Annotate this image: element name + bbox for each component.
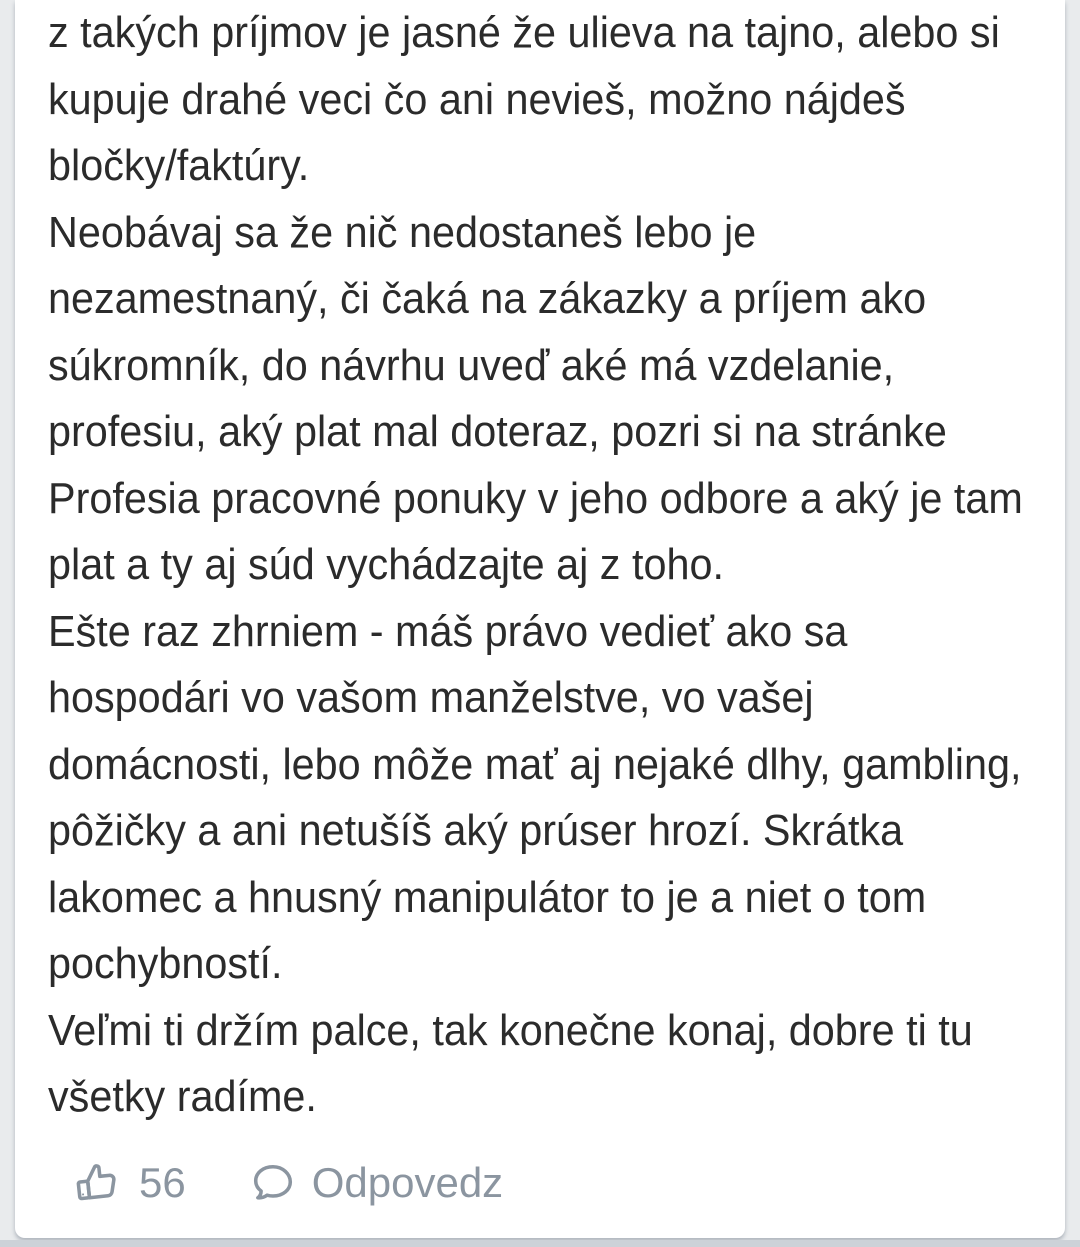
thumb-up-icon (73, 1158, 123, 1208)
text-line: bločky/faktúry. (48, 141, 310, 190)
like-count: 56 (139, 1159, 186, 1206)
reply-button[interactable] (248, 1158, 503, 1208)
text-line: pôžičky a ani netušíš aký prúser hrozí. Skrátka (48, 806, 904, 855)
text-line: lakomec a hnusný manipulátor to je a niet o tom (48, 872, 927, 922)
text-line: hospodári vo vašom manželstve, vo vašej (48, 673, 814, 722)
text-line: Ešte raz zhrniem - máš právo vedieť ako sa (48, 606, 848, 656)
text-line: kupuje drahé veci čo ani nevieš, možno nájdeš (48, 74, 906, 124)
reply-label: Odpovedz (311, 1159, 504, 1206)
text-line: Profesia pracovné ponuky v jeho odbore a aký je tam (48, 473, 1023, 523)
text-line: Neobávaj sa že nič nedostaneš lebo je (48, 207, 757, 257)
text-line: plat a ty aj súd vychádzajte aj z toho. (48, 540, 724, 589)
speech-bubble-icon (248, 1158, 298, 1208)
text-line: všetky radíme. (48, 1072, 317, 1121)
text-line: profesiu, aký plat mal doteraz, pozri si na stránke (48, 407, 947, 456)
text-line: nezamestnaný, či čaká na zákazky a príjem ako (48, 274, 927, 323)
text-line: súkromník, do návrhu uveď aké má vzdelanie, (48, 340, 895, 390)
comment-actions (73, 1158, 503, 1208)
like-button[interactable] (73, 1158, 186, 1208)
comment-card (15, 0, 1065, 1238)
text-line: domácnosti, lebo môže mať aj nejaké dlhy, gambling, (48, 739, 1022, 789)
bottom-divider-bar (0, 1240, 1080, 1247)
text-line: Veľmi ti držím palce, tak konečne konaj, dobre ti tu (48, 1005, 973, 1055)
text-line: z takých príjmov je jasné že ulieva na tajno, alebo si (48, 8, 1000, 57)
comment-text (48, 0, 1063, 1131)
text-line: pochybností. (48, 939, 283, 988)
